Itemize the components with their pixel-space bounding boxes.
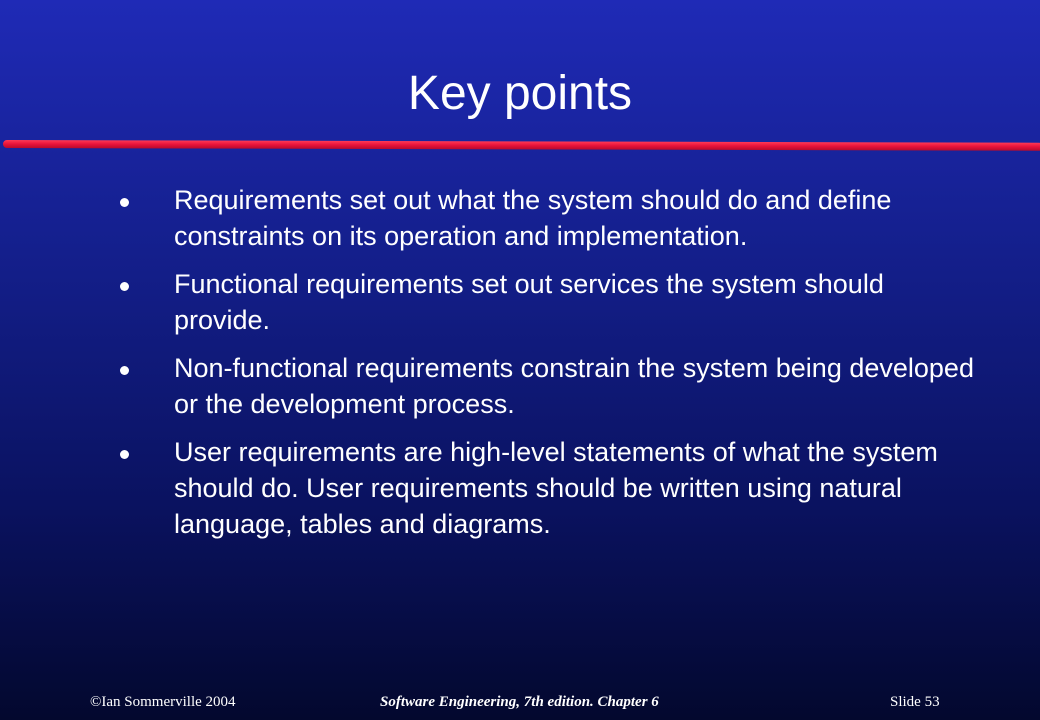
slide-title: Key points [407,67,633,120]
bullet-text: Non-functional requirements constrain the system being developed or the development process. [174,353,974,419]
footer-book-title: Software Engineering, 7th edition. Chapter 6 [380,694,659,710]
bullet-item-4 [174,434,984,542]
bullet-item-1 [174,182,984,254]
bullet-list [0,182,1040,554]
bullet-dot-icon [120,450,129,459]
footer-slide-number: Slide 53 [890,694,940,710]
bullet-item-3 [174,350,984,422]
title-divider [3,140,1040,151]
bullet-text: Requirements set out what the system should do and define constraints on its operation and implementation. [174,185,892,251]
bullet-dot-icon [120,366,129,375]
bullet-item-2 [174,266,984,338]
bullet-text: User requirements are high-level statements of what the system should do. User requirements should be written using natural language, tables and diagrams. [174,437,938,539]
bullet-dot-icon [120,198,129,207]
slide-footer [0,690,1040,714]
bullet-text: Functional requirements set out services the system should provide. [174,269,884,335]
footer-copyright: ©Ian Sommerville 2004 [90,694,236,710]
bullet-dot-icon [120,282,129,291]
